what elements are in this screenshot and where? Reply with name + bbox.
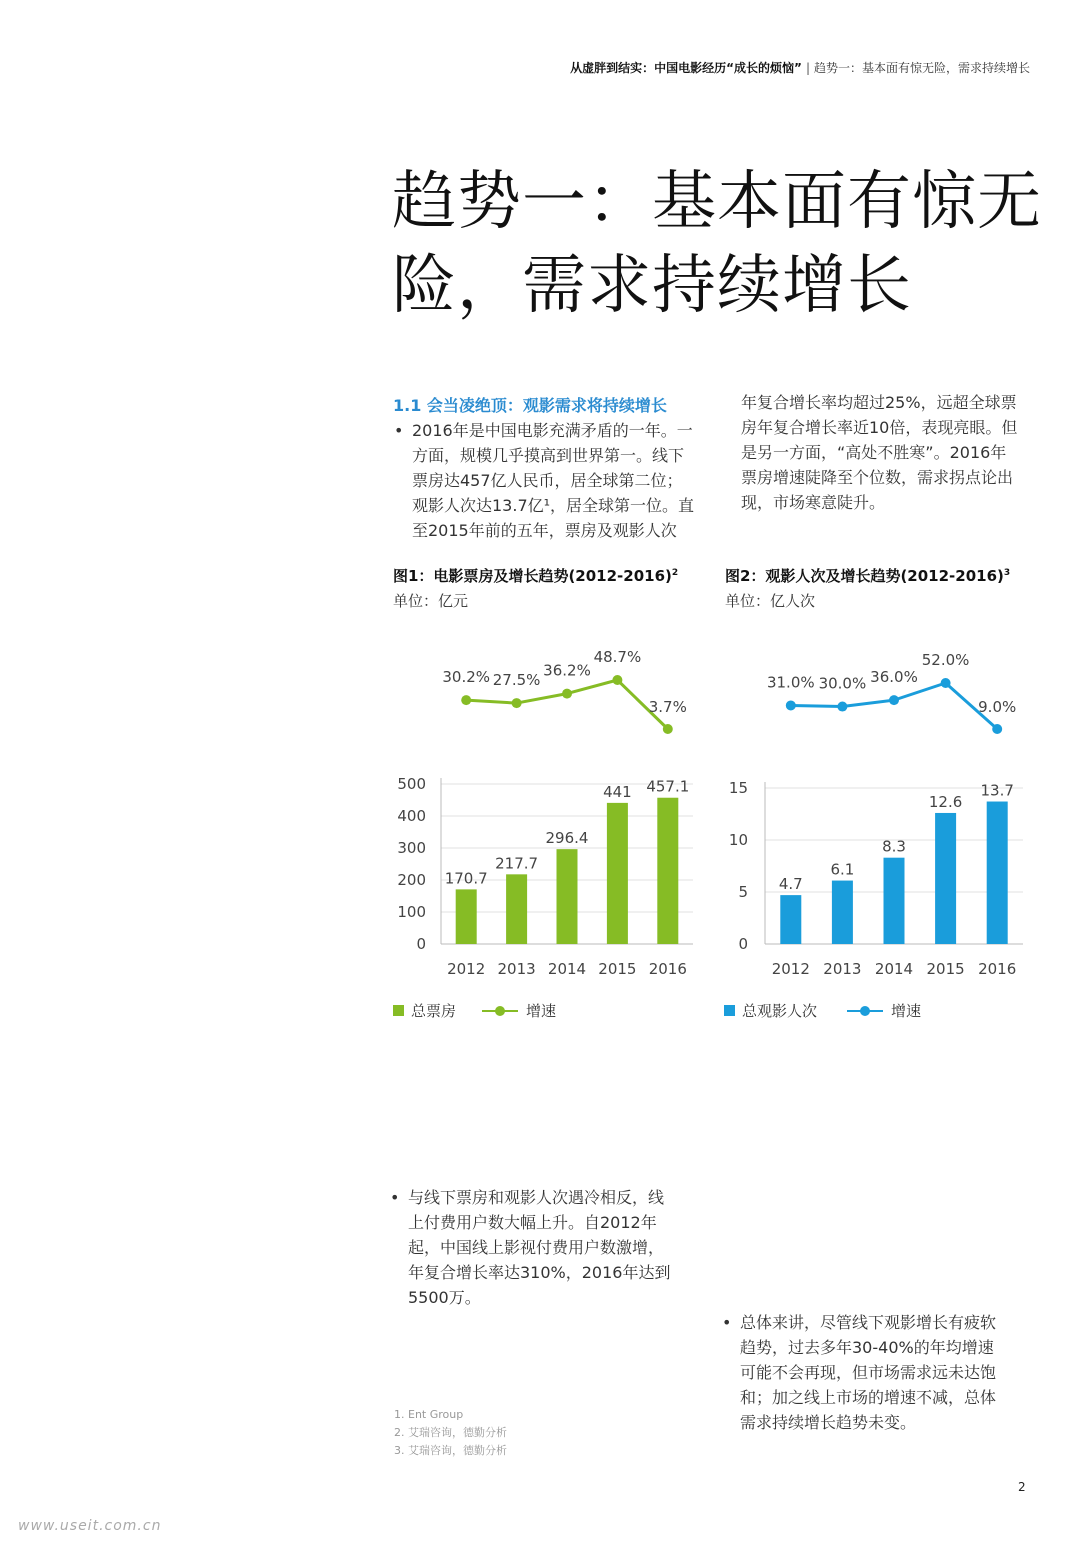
intro-line: 至2015年前的五年，票房及观影人次: [412, 521, 677, 540]
intro-line: 观影人次达13.7亿¹，居全球第一位。直: [412, 496, 695, 515]
y-tick-label: 5: [738, 883, 748, 901]
bar-value-label: 296.4: [545, 829, 589, 848]
y-tick-label: 400: [397, 807, 426, 825]
bar-value-label: 4.7: [778, 875, 803, 894]
bullet-line: 可能不会再现，但市场需求远未达饱: [740, 1363, 997, 1382]
legend-label-admissions: 总观影人次: [742, 1002, 818, 1020]
bullet-line: 上付费用户数大幅上升。自2012年: [408, 1213, 657, 1232]
legend-label-box-office: 总票房: [411, 1002, 457, 1020]
y-tick-label: 10: [728, 831, 748, 849]
growth-label: 30.0%: [818, 674, 867, 693]
fig1-legend: [393, 1000, 556, 1021]
x-tick-label: 2012: [447, 960, 486, 978]
growth-label: 27.5%: [492, 671, 541, 690]
bullet-line: • 与线下票房和观影人次遇冷相反，线: [408, 1188, 665, 1207]
bar-value-label: 170.7: [444, 869, 488, 888]
bar: [657, 798, 678, 944]
x-tick-label: 2015: [598, 960, 637, 978]
bar-value-label: 12.6: [928, 792, 963, 811]
bar: [935, 813, 956, 944]
growth-label: 52.0%: [921, 651, 970, 669]
x-tick-label: 2015: [926, 960, 965, 978]
growth-label: 31.0%: [766, 673, 815, 692]
intro-paragraph-continued: [741, 390, 1041, 515]
x-tick-label: 2013: [823, 960, 862, 978]
intro-line: 年复合增长率均超过25%，远超全球票: [741, 393, 1017, 412]
bar: [607, 803, 628, 944]
intro-line: 是另一方面，“高处不胜寒”。2016年: [741, 443, 1007, 462]
y-tick-label: 100: [397, 903, 426, 921]
section-heading: 1.1 会当凌绝顶：观影需求将持续增长: [393, 396, 667, 415]
y-tick-label: 0: [416, 935, 426, 953]
y-tick-label: 0: [738, 935, 748, 953]
growth-point: [512, 698, 522, 708]
fig1-title-text: 图1：电影票房及增长趋势(2012-2016): [393, 567, 672, 585]
bar: [780, 895, 801, 944]
bullet-line: 和；加之线上市场的增速不减，总体: [740, 1388, 997, 1407]
growth-point: [612, 675, 622, 685]
x-tick-label: 2012: [771, 960, 810, 978]
intro-line: 票房增速陡降至个位数，需求拐点论出: [741, 468, 1014, 487]
growth-label: 9.0%: [978, 698, 1017, 716]
fig2-legend: [724, 1000, 921, 1021]
legend-swatch-box-office: [393, 1005, 404, 1016]
x-tick-label: 2016: [648, 960, 687, 978]
bar: [832, 881, 853, 944]
bullet-line: 趋势，过去多年30-40%的年均增速: [740, 1338, 994, 1357]
intro-line: • 2016年是中国电影充满矛盾的一年。一: [412, 421, 693, 440]
growth-point: [837, 702, 847, 712]
intro-paragraph: [392, 418, 732, 543]
fig1-footnote-ref: 2: [671, 568, 679, 578]
page-title-line-1: 趋势一：基本面有惊无: [392, 165, 1042, 239]
intro-line: 票房达457亿人民币，居全球第二位；: [412, 471, 683, 490]
x-tick-label: 2014: [874, 960, 914, 978]
bar: [884, 858, 905, 944]
growth-label: 3.7%: [648, 698, 687, 716]
y-tick-label: 300: [397, 839, 426, 857]
growth-point: [889, 695, 899, 705]
fig2-title: [725, 565, 1010, 586]
header-doc-title: 从虚胖到结实：中国电影经历“成长的烦恼”: [570, 61, 802, 75]
bar-value-label: 441: [603, 782, 632, 801]
bar-value-label: 13.7: [980, 781, 1014, 800]
bullet-line: 需求持续增长趋势未变。: [740, 1413, 917, 1432]
intro-line: 方面，规模几乎摸高到世界第一。线下: [412, 446, 685, 465]
bar: [987, 802, 1008, 944]
legend-swatch-admissions: [724, 1005, 735, 1016]
growth-point: [562, 689, 572, 699]
growth-point: [461, 695, 471, 705]
growth-label: 36.2%: [543, 661, 591, 680]
bullet-line: 5500万。: [408, 1288, 481, 1307]
fig2-footnote-ref: 3: [1003, 568, 1011, 578]
growth-point: [941, 678, 951, 688]
running-header: [400, 59, 1030, 76]
bar-value-label: 217.7: [495, 854, 539, 873]
footnote: 2. 艾瑞咨询，德勤分析: [394, 1426, 507, 1439]
growth-label: 30.2%: [442, 668, 491, 687]
fig1-unit: 单位：亿元: [393, 592, 469, 610]
legend-label-growth: 增速: [891, 1002, 922, 1020]
fig2-title-text: 图2：观影人次及增长趋势(2012-2016): [725, 567, 1004, 585]
growth-label: 48.7%: [593, 648, 642, 666]
bar: [456, 889, 477, 944]
fig2-unit: 单位：亿人次: [725, 592, 816, 610]
header-separator: |: [805, 61, 810, 75]
watermark: www.useit.com.cn: [18, 1518, 162, 1534]
footnotes: [394, 1406, 507, 1460]
y-tick-label: 15: [728, 779, 748, 797]
growth-point: [786, 700, 796, 710]
fig2-chart: [710, 630, 1050, 990]
x-tick-label: 2014: [547, 960, 587, 978]
bar: [506, 874, 527, 944]
bar-value-label: 8.3: [882, 837, 906, 856]
legend-swatch-growth: [482, 1005, 518, 1017]
intro-line: 现，市场寒意陡升。: [741, 493, 886, 512]
bar-value-label: 457.1: [646, 777, 690, 796]
growth-point: [663, 724, 673, 734]
legend-swatch-growth: [847, 1005, 883, 1017]
x-tick-label: 2013: [497, 960, 536, 978]
y-tick-label: 500: [397, 775, 426, 793]
fig1-chart: [380, 630, 710, 990]
bar-value-label: 6.1: [830, 860, 855, 879]
bullet-line: • 总体来讲，尽管线下观影增长有疲软: [740, 1313, 997, 1332]
footnote: 3. 艾瑞咨询，德勤分析: [394, 1444, 507, 1457]
legend-label-growth: 增速: [526, 1002, 557, 1020]
fig1-title: [393, 565, 678, 586]
page-title: [392, 160, 1052, 328]
growth-label: 36.0%: [870, 668, 918, 687]
bar: [557, 849, 578, 944]
y-tick-label: 200: [397, 871, 426, 889]
footnote: 1. Ent Group: [394, 1408, 464, 1421]
page-number: 2: [1018, 1480, 1026, 1494]
x-tick-label: 2016: [978, 960, 1017, 978]
bullet-online-users: [388, 1185, 738, 1310]
bullet-line: 年复合增长率达310%，2016年达到: [408, 1263, 671, 1282]
page-title-line-2: 险，需求持续增长: [392, 249, 912, 323]
header-section: 趋势一：基本面有惊无险，需求持续增长: [813, 61, 1030, 75]
growth-point: [992, 724, 1002, 734]
bullet-line: 起，中国线上影视付费用户数激增，: [408, 1238, 665, 1257]
intro-line: 房年复合增长率近10倍，表现亮眼。但: [741, 418, 1018, 437]
bullet-overall-demand: [720, 1310, 1070, 1435]
